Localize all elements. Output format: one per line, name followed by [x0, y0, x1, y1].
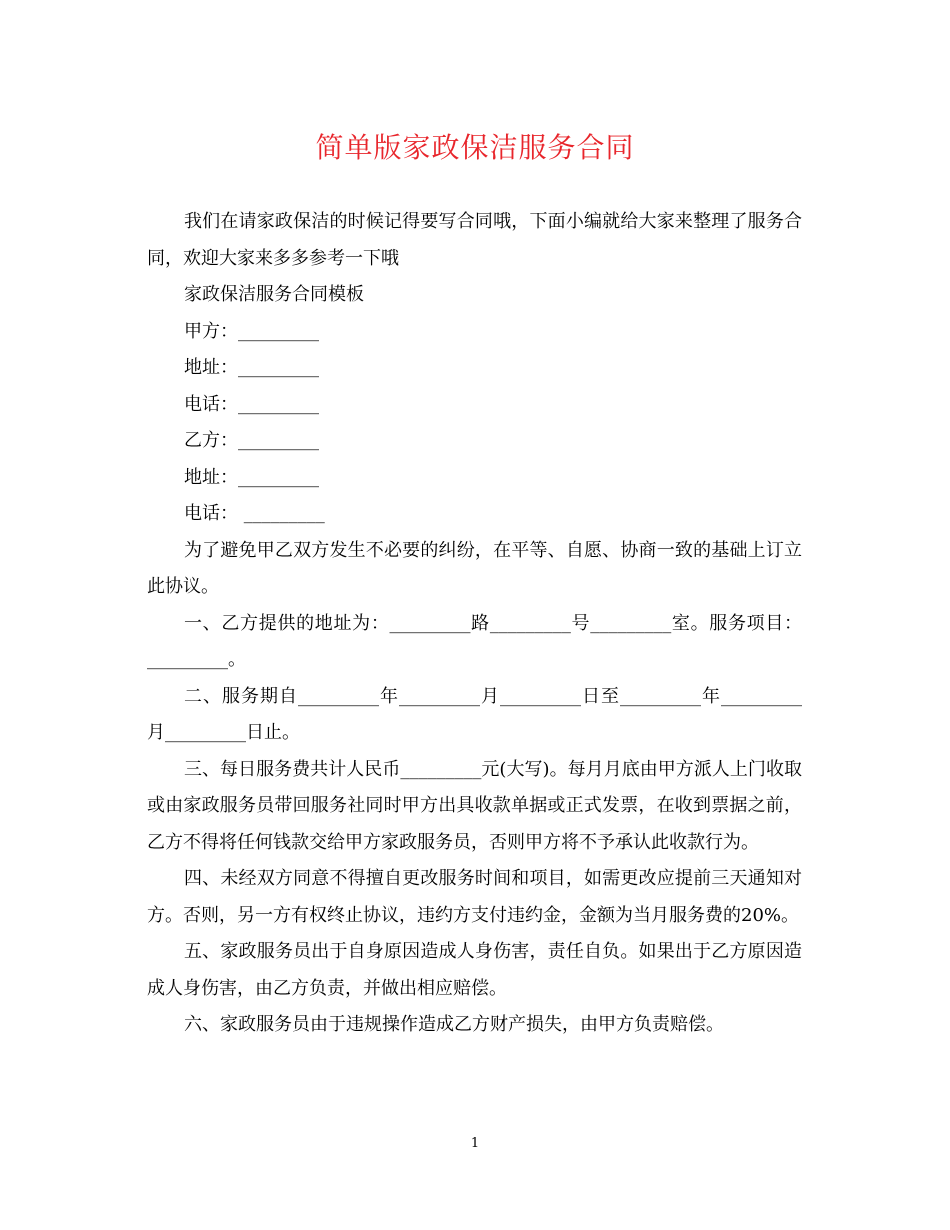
preamble-paragraph: 为了避免甲乙双方发生不必要的纠纷，在平等、自愿、协商一致的基础上订立此协议。 — [147, 539, 802, 597]
clause-5: 五、家政服务员出于自身原因造成人身伤害，责任自负。如果出于乙方原因造成人身伤害，由乙方负责，并做出相应赔偿。 — [147, 941, 802, 999]
clause-4: 四、未经双方同意不得擅自更改服务时间和项目，如需更改应提前三天通知对方。否则，另一方有权终止协议，违约方支付违约金，金额为当月服务费的20%。 — [147, 868, 802, 926]
intro-paragraph: 我们在请家政保洁的时候记得要写合同哦，下面小编就给大家来整理了服务合同，欢迎大家来多多参考一下哦 — [147, 211, 802, 269]
page-number: 1 — [470, 1136, 480, 1151]
party-b-address-line: 地址：_________ — [184, 466, 319, 488]
clause-2: 二、服务期自_________年_________月_________日至_________年_________月_________日止。 — [147, 685, 802, 743]
party-a-line: 甲方：_________ — [184, 320, 319, 342]
clause-6: 六、家政服务员由于违规操作造成乙方财产损失，由甲方负责赔偿。 — [184, 1014, 724, 1035]
clause-3: 三、每日服务费共计人民币_________元(大写)。每月月底由甲方派人上门收取或由家政服务员带回服务社同时甲方出具收款单据或正式发票，在收到票据之前，乙方不得将任何钱款交给甲方家政服务员，否则甲方将不予承认此收款行为。 — [147, 758, 802, 853]
party-a-address-line: 地址：_________ — [184, 357, 319, 378]
party-b-line: 乙方：_________ — [184, 430, 319, 451]
document-title: 简单版家政保洁服务合同 — [315, 131, 635, 164]
party-b-phone-line: 电话： _________ — [184, 503, 325, 524]
clause-1: 一、乙方提供的地址为：_________路_________号_________室。服务项目：_________。 — [147, 612, 802, 670]
template-heading: 家政保洁服务合同模板 — [184, 284, 364, 305]
party-a-phone-line: 电话：_________ — [184, 393, 319, 415]
document-body — [147, 204, 802, 1044]
